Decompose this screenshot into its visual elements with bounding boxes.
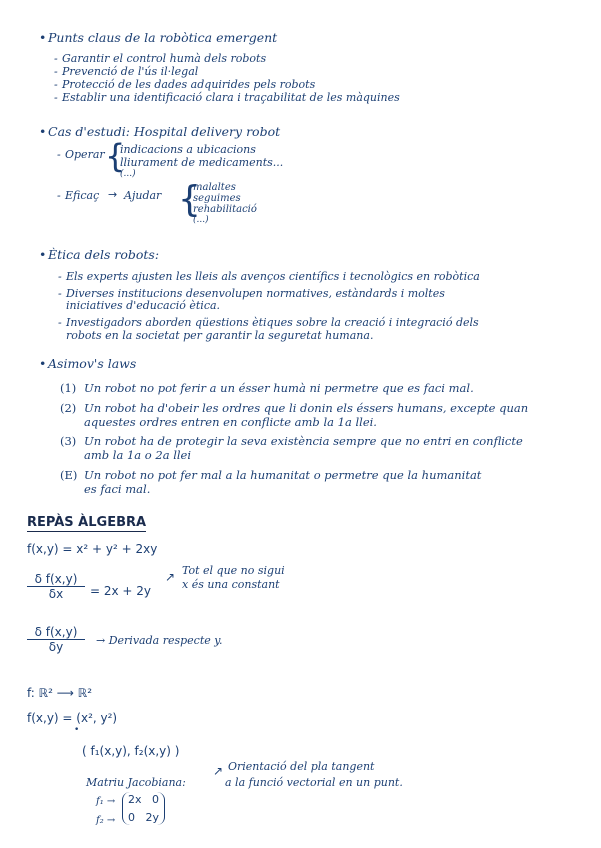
brace-icon: {	[105, 137, 126, 175]
dot-marker: •	[74, 725, 80, 735]
law-number: (3)	[60, 434, 77, 448]
operar-label: - Operar	[65, 148, 105, 161]
section1-heading: • Punts claus de la robòtica emergent	[48, 30, 277, 45]
ajudar-item: malaltes	[193, 182, 236, 193]
ajudar-item: (...)	[193, 215, 209, 225]
derivative-numerator: δ f(x,y)	[34, 572, 78, 586]
matrix-cell: 0	[152, 793, 160, 806]
derivative-x-result: = 2x + 2y	[90, 584, 152, 598]
algebra-title: REPÀS ÀLGEBRA	[27, 515, 147, 530]
arrow-right-icon: →	[108, 188, 118, 201]
arrow-up-right-icon: ↗	[213, 764, 224, 778]
vector-function: f(x,y) = (x², y²)	[27, 711, 118, 725]
jacobian-label: Matriu Jacobiana:	[86, 776, 186, 789]
row-label: f₂ →	[96, 815, 116, 826]
jacobian-matrix	[122, 792, 165, 825]
components: ( f₁(x,y), f₂(x,y) )	[82, 744, 180, 758]
ajudar-item: rehabilitació	[193, 204, 257, 215]
law-number: (E)	[60, 468, 78, 482]
matrix-cell: 2x	[128, 793, 142, 806]
derivative-denominator: δx	[27, 586, 85, 601]
derivative-y-text: → Derivada respecte y.	[96, 634, 223, 647]
section2-heading: • Cas d'estudi: Hospital delivery robot	[48, 124, 280, 139]
section3-item: - Diverses institucions desenvolupen normatives, estàndards i moltes	[66, 287, 445, 300]
law-text: Un robot no pot ferir a un ésser humà ni permetre que es faci mal.	[84, 381, 474, 395]
law-number: (2)	[60, 401, 77, 415]
partial-derivative-y	[27, 625, 85, 654]
section1-item: - Establir una identificació clara i traçabilitat de les màquines	[62, 91, 400, 104]
section3-item-cont: robots en la societat per garantir la seguretat humana.	[66, 329, 374, 342]
matrix-cell: 0	[128, 811, 135, 824]
section3-item-cont: iniciatives d'educació ètica.	[66, 299, 221, 312]
law-text: Un robot ha de protegir la seva existència sempre que no entri en conflicte	[84, 434, 523, 448]
partial-derivative-x	[27, 572, 85, 601]
section1-item: - Prevenció de l'ús il·legal	[62, 65, 198, 78]
section3-heading: • Ètica dels robots:	[48, 247, 159, 262]
section4-heading: • Asimov's laws	[48, 356, 136, 371]
operar-item: lliurament de medicaments...	[120, 156, 284, 169]
derivative-numerator: δ f(x,y)	[34, 625, 78, 639]
section3-item: - Investigadors aborden qüestions ètiques sobre la creació i integració dels	[66, 316, 479, 329]
note-line: Tot el que no sigui	[182, 564, 285, 577]
note-line: x és una constant	[182, 578, 280, 591]
eficac-label: - Eficaç	[65, 189, 99, 202]
section1-item: - Protecció de les dades adquirides pels robots	[62, 78, 315, 91]
law-text: aquestes ordres entren en conflicte amb la 1a llei.	[84, 415, 377, 429]
law-text: es faci mal.	[84, 482, 151, 496]
law-text: Un robot ha d'obeir les ordres que li donin els éssers humans, excepte quan	[84, 401, 529, 415]
ajudar-item: seguimes	[193, 193, 241, 204]
derivative-denominator: δy	[27, 639, 85, 654]
vector-map: f: ℝ² ⟶ ℝ²	[27, 686, 93, 700]
brace-icon: {	[178, 179, 201, 220]
operar-item: indicacions a ubicacions	[120, 143, 256, 156]
orientation-note: a la funció vectorial en un punt.	[225, 776, 403, 789]
row-label: f₁ →	[96, 796, 116, 807]
ajudar-label: Ajudar	[124, 189, 162, 202]
law-text: Un robot no pot fer mal a la humanitat o permetre que la humanitat	[84, 468, 482, 482]
section3-item: - Els experts ajusten les lleis als avenços científics i tecnològics en robòtica	[66, 270, 480, 283]
matrix-cell: 2y	[145, 811, 160, 824]
function-definition: f(x,y) = x² + y² + 2xy	[27, 542, 158, 556]
operar-item: (...)	[120, 169, 136, 179]
arrow-up-right-icon: ↗	[165, 570, 176, 584]
law-text: amb la 1a o 2a llei	[84, 448, 192, 462]
orientation-note: Orientació del pla tangent	[228, 760, 375, 773]
law-number: (1)	[60, 381, 77, 395]
section1-item: - Garantir el control humà dels robots	[62, 52, 266, 65]
